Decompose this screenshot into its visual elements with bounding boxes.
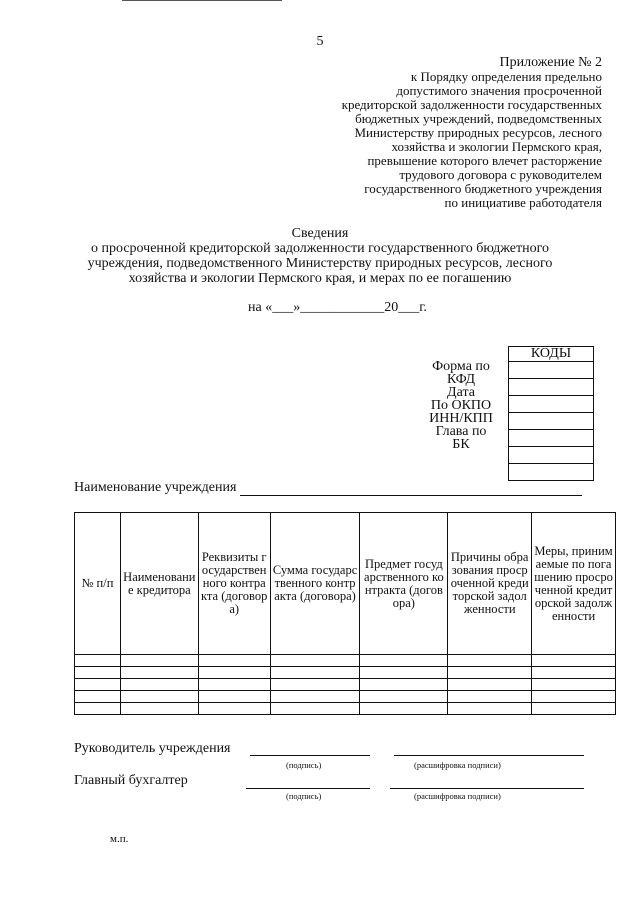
code-label: Форма по (432, 359, 490, 374)
code-cell-okpo (509, 396, 594, 413)
code-label: По ОКПО (430, 398, 492, 413)
column-header-reasons: Причины образования просроченной кредиторской задолженности (448, 513, 532, 655)
code-cell-date (509, 379, 594, 396)
appendix-block (272, 56, 602, 210)
column-header-measures: Меры, принимаемые по погашению просроченной кредиторской задолженности (532, 513, 616, 655)
code-label: КФД (446, 372, 476, 387)
heading-line: о просроченной кредиторской задолженности государственного бюджетного (90, 241, 549, 256)
appendix-line: трудового договора с руководителем (399, 167, 602, 182)
appendix-line: Министерству природных ресурсов, лесного (354, 125, 602, 140)
stamp-place: м.п. (110, 833, 129, 845)
code-label: ИНН/КПП (429, 411, 493, 426)
heading-line: учреждения, подведомственного Министерству природных ресурсов, лесного (87, 256, 553, 271)
code-cell-extra (509, 464, 594, 481)
code-cell-inn (509, 413, 594, 430)
appendix-line: превышение которого влечет расторжение (367, 153, 602, 168)
code-label: БК (452, 437, 470, 452)
date-field: на «___»____________20___г. (248, 300, 427, 315)
column-header-contract-subject: Предмет государственного контракта (договора) (360, 513, 448, 655)
document-heading (70, 226, 570, 286)
institution-name-line (240, 481, 582, 496)
table-row (75, 667, 616, 679)
heading-line: хозяйства и экологии Пермского края, и мерах по ее погашению (128, 271, 512, 286)
codes-box (508, 346, 594, 481)
appendix-line: хозяйства и экологии Пермского края, (391, 139, 602, 154)
accountant-signature-line (246, 787, 370, 789)
accountant-decoding-caption: (расшифровка подписи) (414, 791, 501, 801)
appendix-line: к Порядку определения предельно (410, 69, 602, 84)
column-header-contract-details: Реквизиты государственного контракта (договора) (198, 513, 270, 655)
code-cell-glava (509, 430, 594, 447)
code-label: Дата (447, 385, 475, 400)
codes-header: КОДЫ (509, 347, 594, 362)
appendix-line: кредиторской задолженности государственных (341, 97, 602, 112)
table-row (75, 655, 616, 667)
accountant-decoding-line (390, 787, 584, 789)
accountant-signature-caption: (подпись) (286, 791, 322, 801)
accountant-signature-label: Главный бухгалтер (74, 773, 188, 788)
head-decoding-line (394, 754, 584, 756)
institution-label: Наименование учреждения (74, 480, 237, 495)
institution-row (74, 480, 582, 496)
head-decoding-caption: (расшифровка подписи) (414, 760, 501, 770)
heading-title: Сведения (291, 226, 349, 241)
codes-labels (420, 360, 502, 451)
table-row (75, 691, 616, 703)
page-number: 5 (316, 34, 324, 49)
appendix-line: по инициативе работодателя (444, 195, 602, 210)
table-row (75, 703, 616, 715)
appendix-line: государственного бюджетного учреждения (364, 181, 602, 196)
table-row (75, 679, 616, 691)
head-signature-label: Руководитель учреждения (74, 741, 231, 756)
column-header-number: № п/п (75, 513, 121, 655)
column-header-contract-sum: Сумма государственного контракта (договора) (270, 513, 360, 655)
head-signature-caption: (подпись) (286, 760, 322, 770)
code-label: Глава по (435, 424, 487, 439)
appendix-line: допустимого значения просроченной (396, 83, 602, 98)
code-cell-bk (509, 447, 594, 464)
column-header-creditor: Наименование кредитора (120, 513, 198, 655)
debt-table (74, 512, 616, 715)
top-edge-line (122, 0, 282, 1)
code-cell-form (509, 362, 594, 379)
appendix-title: Приложение № 2 (499, 55, 602, 70)
head-signature-line (250, 754, 370, 756)
appendix-line: бюджетных учреждений, подведомственных (355, 111, 602, 126)
